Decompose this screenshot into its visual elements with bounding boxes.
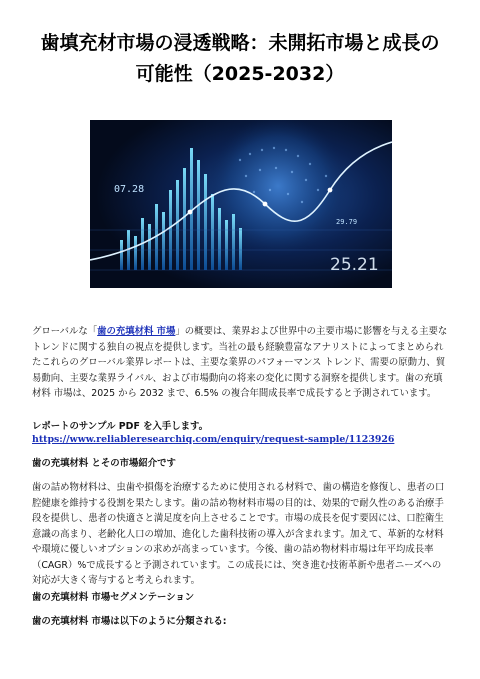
market-link[interactable]: 歯の充填材料 市場	[97, 326, 176, 337]
title-line-2: 可能性（2025-2032）	[135, 63, 345, 85]
intro-text-before: グローバルな「	[32, 326, 98, 337]
hero-label-1: 07.28	[114, 184, 145, 195]
section-heading-classification: 歯の充填材料 市場は以下のように分類される:	[32, 616, 227, 627]
finance-chart-globe-image	[90, 120, 392, 288]
hero-label-3: 25.21	[330, 255, 379, 275]
hero-illustration	[90, 120, 392, 288]
title-line-1: 歯填充材市場の浸透戦略：未開拓市場と成長の	[40, 32, 440, 54]
market-intro-paragraph: 歯の詰め物材料は、虫歯や損傷を治療するために使用される材料で、歯の構造を修復し、患者の口腔健康を維持する役割を果たします。歯の詰め物材料市場の目的は、効果的で耐久性のある治療手段を提供し、患者の快適さと満足度を向上させることです。市場の成長を促す要因には、口腔衛生意識の高まり、老齢化人口の増加、進化した歯科技術の導入が含まれます。加えて、革新的な材料や環境に優しいオプションの求めが高まっています。今後、歯の詰め物材料市場は年平均成長率（CAGR）%で成長すると予測されています。この成長には、突き進む技術革新や患者ニーズへの対応が大きく寄与すると考えられます。	[32, 482, 445, 586]
sample-request-link[interactable]: https://www.reliableresearchiq.com/enquiry/request-sample/1123926	[32, 434, 395, 445]
hero-label-2: 29.79	[336, 218, 358, 226]
globe-icon	[208, 120, 348, 256]
sample-label: レポートのサンプル PDF を入手します。	[32, 421, 208, 432]
page-title	[20, 28, 460, 90]
intro-text-after: 」の概要は、業界および世界中の主要市場に影響を与える主要なトレンドに関する独自の視点を提供します。当社の最も経験豊富なアナリストによってまとめられたこれらのグローバル業界レポートは、主要な業界のパフォーマンス トレンド、需要の原動力、貿易動向、主要な業界ライバル、および市場動向の将来の変化に関する洞察を提供します。歯の充填材料 市場は、2025 から 2032 まで、6.5% の複合年間成長率で成長すると予測されています。	[32, 326, 448, 399]
intro-paragraph	[32, 324, 450, 402]
section-heading-intro: 歯の充填材料 とその市場紹介です	[32, 458, 176, 469]
section-heading-segmentation: 歯の充填材料 市場セグメンテーション	[32, 592, 195, 603]
sample-request-line	[32, 420, 450, 446]
